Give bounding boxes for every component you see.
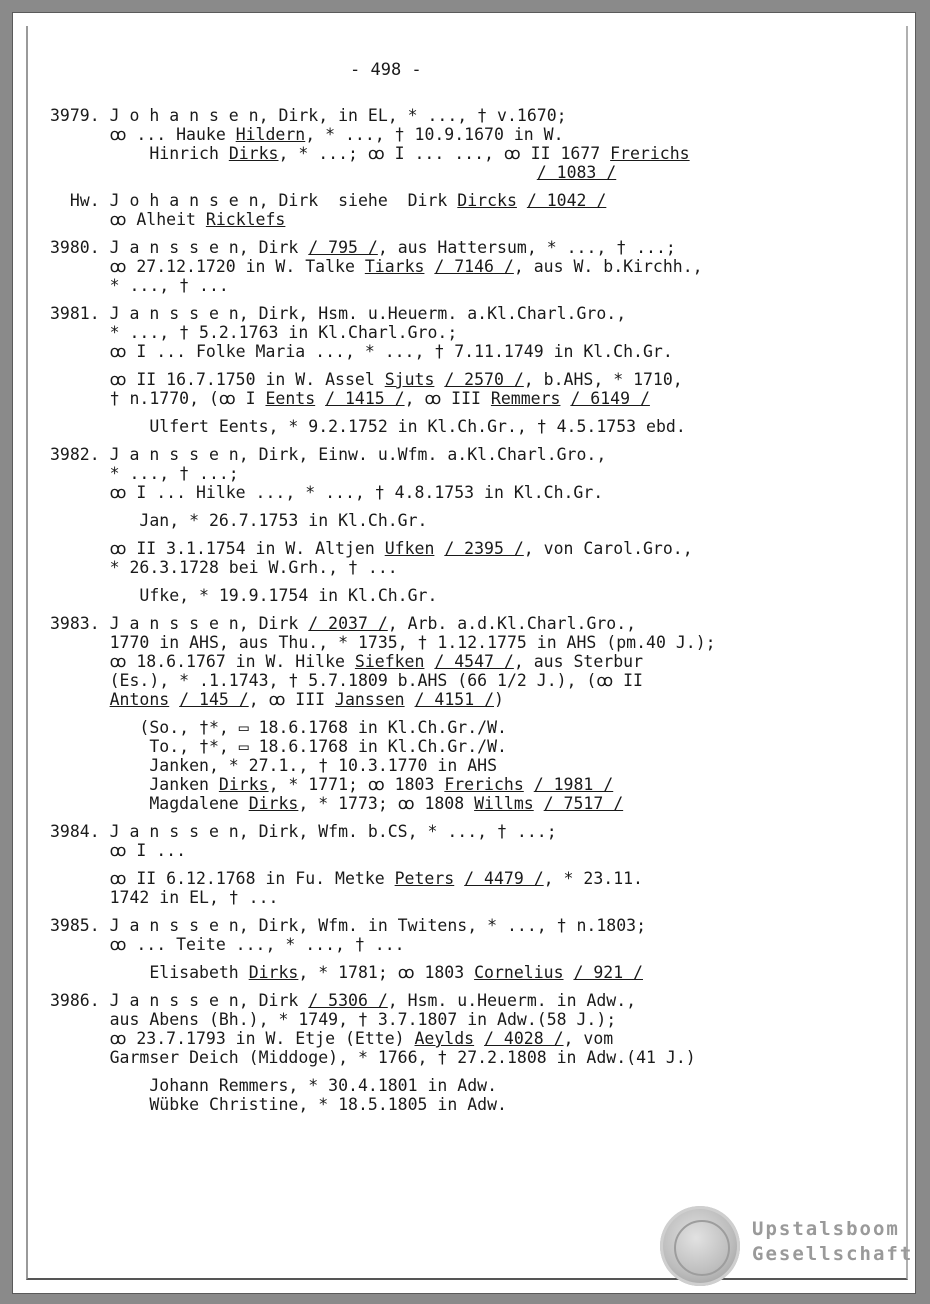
underlined-name: Janssen: [335, 690, 405, 709]
text-segment: Johann Remmers, * 30.4.1801 in Adw.: [50, 1076, 498, 1095]
underlined-name: Hildern: [235, 125, 306, 144]
text-segment: † n.1770, (ꝏ I: [50, 389, 266, 408]
text-segment: , * ..., † 10.9.1670 in W.: [305, 125, 564, 144]
underlined-name: / 145 /: [179, 690, 249, 709]
underlined-name: / 5306 /: [308, 991, 388, 1010]
entry-line: [50, 1095, 507, 1114]
text-segment: , von Carol.Gro.,: [523, 539, 693, 558]
entry-line: [50, 888, 278, 907]
underlined-name: / 2395 /: [444, 539, 524, 558]
entry-line: [50, 775, 613, 794]
text-segment: ): [494, 690, 504, 709]
text-segment: [315, 389, 325, 408]
text-segment: * ..., † ...: [50, 276, 229, 295]
text-segment: ꝏ ... Teite ..., * ..., † ...: [50, 935, 405, 954]
underlined-name: Cornelius: [474, 963, 564, 982]
entry-line: [50, 737, 507, 756]
text-segment: aus Abens (Bh.), * 1749, † 3.7.1807 in Adw.(58 J.);: [50, 1010, 617, 1029]
text-segment: , vom: [563, 1029, 614, 1048]
underlined-name: Ricklefs: [205, 210, 286, 229]
entry-line: [50, 991, 636, 1010]
text-segment: [424, 652, 434, 671]
entry-line: [50, 238, 676, 257]
text-segment: Jan, * 26.7.1753 in Kl.Ch.Gr.: [50, 511, 428, 530]
entry-line: [50, 370, 683, 389]
underlined-name: Dirks: [228, 144, 279, 163]
underlined-name: / 6149 /: [570, 389, 650, 408]
text-segment: To., †*, ▭ 18.6.1768 in Kl.Ch.Gr./W.: [50, 737, 507, 756]
text-segment: [517, 191, 527, 210]
entry-line: [50, 1076, 497, 1095]
underlined-name: Remmers: [490, 389, 561, 408]
entry-line: [50, 963, 643, 982]
entry-line: [50, 144, 690, 163]
underlined-name: Frerichs: [610, 144, 690, 163]
text-segment: , b.AHS, * 1710,: [523, 370, 683, 389]
text-segment: [454, 869, 464, 888]
entry-line: [50, 191, 606, 210]
text-segment: ꝏ 27.12.1720 in W. Talke: [50, 257, 365, 276]
text-segment: 3980. J a n s s e n, Dirk: [50, 238, 309, 257]
entry-line: [50, 794, 623, 813]
text-segment: Garmser Deich (Middoge), * 1766, † 27.2.1808 in Adw.(41 J.): [50, 1048, 696, 1067]
underlined-name: / 4151 /: [414, 690, 495, 709]
entry-line: [50, 276, 229, 295]
underlined-name: Peters: [394, 869, 455, 888]
underlined-name: Siefken: [354, 652, 425, 671]
text-segment: [564, 963, 574, 982]
underlined-name: / 2037 /: [308, 614, 388, 633]
watermark-seal-icon: [660, 1206, 740, 1286]
underlined-name: Sjuts: [384, 370, 435, 389]
entry-line: [50, 304, 626, 323]
underlined-name: / 795 /: [308, 238, 378, 257]
text-segment: 3981. J a n s s e n, Dirk, Hsm. u.Heuerm. a.Kl.Charl.Gro.,: [50, 304, 627, 323]
text-segment: , * 23.11.: [543, 869, 643, 888]
text-segment: [50, 690, 110, 709]
page-number: - 498 -: [350, 60, 422, 80]
text-segment: ꝏ 18.6.1767 in W. Hilke: [50, 652, 355, 671]
entry-line: [50, 342, 673, 361]
text-segment: , ꝏ III: [404, 389, 491, 408]
underlined-name: / 1415 /: [325, 389, 405, 408]
entry-line: [50, 417, 686, 436]
underlined-name: Eents: [265, 389, 316, 408]
entry-line: [50, 756, 497, 775]
underlined-name: Dirks: [248, 963, 299, 982]
text-segment: Janken: [50, 775, 219, 794]
text-segment: ꝏ Alheit: [50, 210, 206, 229]
text-segment: Elisabeth: [50, 963, 249, 982]
text-segment: ꝏ ... Hauke: [50, 125, 236, 144]
entry-line: [50, 125, 564, 144]
entry-line: [50, 389, 650, 408]
text-segment: * ..., † 5.2.1763 in Kl.Charl.Gro.;: [50, 323, 458, 342]
entry-line: [50, 633, 716, 652]
text-segment: (So., †*, ▭ 18.6.1768 in Kl.Ch.Gr./W.: [50, 718, 507, 737]
text-segment: Ufke, * 19.9.1754 in Kl.Ch.Gr.: [50, 586, 438, 605]
text-segment: ꝏ II 3.1.1754 in W. Altjen: [50, 539, 385, 558]
entry-line: [50, 163, 616, 182]
underlined-name: / 4028 /: [484, 1029, 564, 1048]
text-segment: , aus W. b.Kirchh.,: [513, 257, 703, 276]
underlined-name: / 4479 /: [464, 869, 544, 888]
text-segment: ꝏ I ... Folke Maria ..., * ..., † 7.11.1749 in Kl.Ch.Gr.: [50, 342, 673, 361]
text-segment: [169, 690, 179, 709]
text-segment: [534, 794, 544, 813]
entry-line: [50, 586, 437, 605]
entry-line: [50, 106, 567, 125]
entry-line: [50, 483, 603, 502]
underlined-name: / 1042 /: [526, 191, 607, 210]
text-segment: , * 1773; ꝏ 1808: [298, 794, 475, 813]
watermark-line1: Upstalsboom: [752, 1218, 900, 1240]
entry-line: [50, 323, 457, 342]
text-segment: * 26.3.1728 bei W.Grh., † ...: [50, 558, 398, 577]
underlined-name: / 1981 /: [533, 775, 614, 794]
text-segment: , aus Hattersum, * ..., † ...;: [377, 238, 676, 257]
text-segment: ꝏ I ... Hilke ..., * ..., † 4.8.1753 in Kl.Ch.Gr.: [50, 483, 604, 502]
underlined-name: Frerichs: [444, 775, 524, 794]
text-segment: [50, 163, 537, 182]
text-segment: , * 1771; ꝏ 1803: [268, 775, 445, 794]
text-segment: Ulfert Eents, * 9.2.1752 in Kl.Ch.Gr., † 4.5.1753 ebd.: [50, 417, 686, 436]
entry-line: [50, 445, 606, 464]
text-segment: , aus Sterbur: [513, 652, 643, 671]
text-segment: , ꝏ III: [248, 690, 336, 709]
entry-line: [50, 841, 186, 860]
underlined-name: Dircks: [457, 191, 517, 210]
underlined-name: / 7517 /: [543, 794, 624, 813]
underlined-name: Dirks: [248, 794, 299, 813]
entry-line: [50, 690, 504, 709]
entry-line: [50, 1048, 696, 1067]
text-segment: [434, 539, 444, 558]
text-segment: [524, 775, 534, 794]
entry-line: [50, 822, 557, 841]
watermark-line2: Gesellschaft: [752, 1243, 914, 1265]
underlined-name: Antons: [109, 690, 170, 709]
text-segment: 3982. J a n s s e n, Dirk, Einw. u.Wfm. a.Kl.Charl.Gro.,: [50, 445, 607, 464]
text-segment: , Hsm. u.Heuerm. in Adw.,: [387, 991, 637, 1010]
text-segment: * ..., † ...;: [50, 464, 239, 483]
text-segment: 1770 in AHS, aus Thu., * 1735, † 1.12.1775 in AHS (pm.40 J.);: [50, 633, 716, 652]
underlined-name: Willms: [474, 794, 534, 813]
underlined-name: / 1083 /: [536, 163, 617, 182]
underlined-name: Dirks: [218, 775, 269, 794]
text-segment: [474, 1029, 484, 1048]
underlined-name: Tiarks: [364, 257, 425, 276]
text-segment: 3985. J a n s s e n, Dirk, Wfm. in Twitens, * ..., † n.1803;: [50, 916, 647, 935]
text-segment: [560, 389, 570, 408]
text-segment: , * 1781; ꝏ 1803: [298, 963, 475, 982]
underlined-name: / 7146 /: [434, 257, 514, 276]
text-segment: ꝏ II 6.12.1768 in Fu. Metke: [50, 869, 395, 888]
entry-line: [50, 257, 703, 276]
text-segment: 3979. J o h a n s e n, Dirk, in EL, * ..., † v.1670;: [50, 106, 567, 125]
underlined-name: / 4547 /: [434, 652, 514, 671]
underlined-name: / 2570 /: [444, 370, 524, 389]
text-segment: (Es.), * .1.1743, † 5.7.1809 b.AHS (66 1/2 J.), (ꝏ II: [50, 671, 643, 690]
underlined-name: / 921 /: [573, 963, 643, 982]
entry-line: [50, 869, 643, 888]
entry-line: [50, 614, 636, 633]
entry-line: [50, 464, 239, 483]
entry-line: [50, 1010, 616, 1029]
text-segment: 3983. J a n s s e n, Dirk: [50, 614, 309, 633]
entry-line: [50, 652, 643, 671]
entry-line: [50, 671, 643, 690]
entry-line: [50, 539, 693, 558]
underlined-name: Aeylds: [414, 1029, 475, 1048]
text-segment: [424, 257, 434, 276]
entry-line: [50, 916, 646, 935]
text-segment: [405, 690, 415, 709]
text-segment: , * ...; ꝏ I ... ..., ꝏ II 1677: [278, 144, 611, 163]
entry-line: [50, 511, 428, 530]
text-segment: ꝏ II 16.7.1750 in W. Assel: [50, 370, 385, 389]
text-segment: 3986. J a n s s e n, Dirk: [50, 991, 309, 1010]
text-segment: ꝏ 23.7.1793 in W. Etje (Ette): [50, 1029, 415, 1048]
text-segment: Janken, * 27.1., † 10.3.1770 in AHS: [50, 756, 498, 775]
entry-line: [50, 718, 507, 737]
text-segment: [434, 370, 444, 389]
text-segment: Wübke Christine, * 18.5.1805 in Adw.: [50, 1095, 507, 1114]
text-segment: 1742 in EL, † ...: [50, 888, 279, 907]
underlined-name: Ufken: [384, 539, 435, 558]
text-segment: 3984. J a n s s e n, Dirk, Wfm. b.CS, * ..., † ...;: [50, 822, 557, 841]
text-segment: ꝏ I ...: [50, 841, 187, 860]
text-segment: Hw. J o h a n s e n, Dirk siehe Dirk: [50, 191, 458, 210]
text-segment: Hinrich: [50, 144, 229, 163]
entry-line: [50, 1029, 613, 1048]
entry-line: [50, 210, 285, 229]
text-segment: Magdalene: [50, 794, 249, 813]
text-segment: , Arb. a.d.Kl.Charl.Gro.,: [387, 614, 637, 633]
entry-line: [50, 935, 405, 954]
entry-line: [50, 558, 398, 577]
